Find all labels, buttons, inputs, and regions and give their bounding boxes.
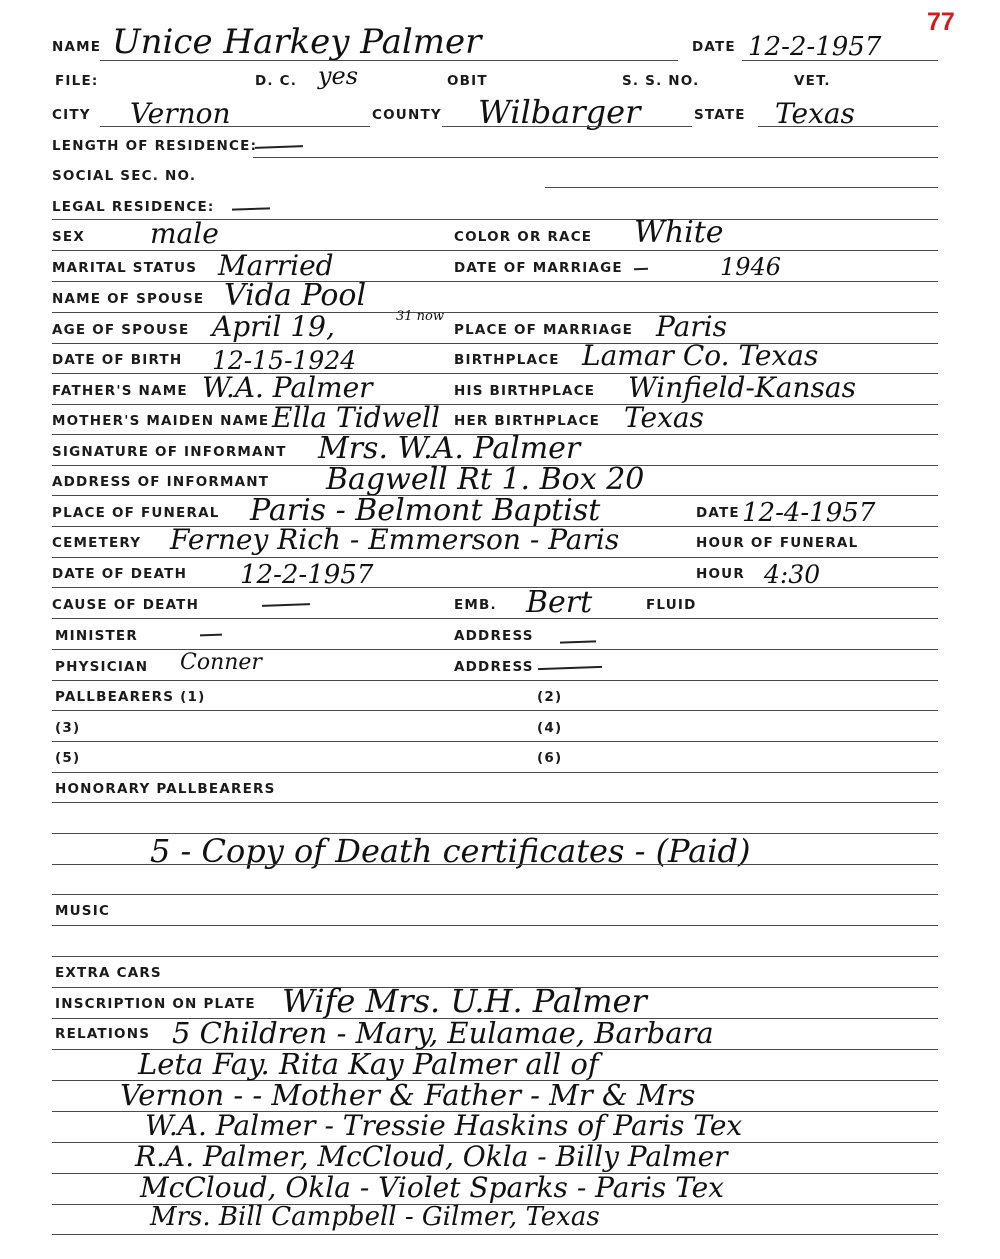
minister-address-label: ADDRESS bbox=[454, 628, 534, 644]
hour-label: HOUR bbox=[696, 566, 745, 582]
mother-label: MOTHER'S MAIDEN NAME bbox=[52, 413, 270, 429]
relations-text-1: 5 Children - Mary, Eulamae, Barbara bbox=[172, 1016, 714, 1050]
inscription-label: INSCRIPTION ON PLATE bbox=[55, 996, 256, 1012]
fluid-label: FLUID bbox=[646, 597, 697, 613]
relations-text-3: Vernon - - Mother & Father - Mr & Mrs bbox=[120, 1078, 696, 1112]
date-value: 12-2-1957 bbox=[748, 32, 882, 62]
name-value: Unice Harkey Palmer bbox=[112, 22, 482, 62]
pallbearer-4-label: (4) bbox=[537, 720, 563, 736]
ssno-label: S. S. NO. bbox=[622, 73, 700, 89]
obit-label: OBIT bbox=[447, 73, 488, 89]
inscription-value: Wife Mrs. U.H. Palmer bbox=[282, 982, 647, 1020]
sig-informant-label: SIGNATURE OF INFORMANT bbox=[52, 444, 287, 460]
spouse-label: NAME OF SPOUSE bbox=[52, 291, 205, 307]
pallbearers-label: PALLBEARERS (1) bbox=[55, 689, 206, 705]
marriage-date-label: DATE OF MARRIAGE bbox=[454, 260, 623, 276]
city-label: CITY bbox=[52, 107, 91, 123]
music-label: MUSIC bbox=[55, 903, 111, 919]
marital-line bbox=[52, 281, 938, 282]
social-label: SOCIAL SEC. NO. bbox=[52, 168, 197, 184]
dob-label: DATE OF BIRTH bbox=[52, 352, 183, 368]
dod-label: DATE OF DEATH bbox=[52, 566, 188, 582]
emb-value: Bert bbox=[526, 585, 593, 620]
funeral-date-value: 12-4-1957 bbox=[742, 498, 876, 528]
emb-label: EMB. bbox=[454, 597, 497, 613]
county-value: Wilbarger bbox=[478, 93, 641, 131]
physician-line bbox=[52, 680, 938, 681]
pallbearer-6-label: (6) bbox=[537, 750, 563, 766]
age-spouse-note: 31 now bbox=[396, 309, 445, 324]
marital-label: MARITAL STATUS bbox=[52, 260, 198, 276]
birthplace-value: Lamar Co. Texas bbox=[582, 339, 819, 372]
relations-text-5: R.A. Palmer, McCloud, Okla - Billy Palmer bbox=[135, 1140, 728, 1173]
father-value: W.A. Palmer bbox=[202, 371, 373, 404]
dod-line bbox=[52, 587, 938, 588]
legal-dash bbox=[232, 207, 270, 210]
dob-value: 12-15-1924 bbox=[212, 346, 357, 375]
relations-text-6: McCloud, Okla - Violet Sparks - Paris Tex bbox=[140, 1171, 724, 1204]
length-dash bbox=[255, 145, 303, 149]
mother-value: Ella Tidwell bbox=[272, 401, 440, 434]
date-label: DATE bbox=[692, 39, 736, 55]
social-line bbox=[545, 187, 938, 188]
relations-text-2: Leta Fay. Rita Kay Palmer all of bbox=[138, 1047, 599, 1081]
file-label: FILE: bbox=[55, 73, 99, 89]
father-label: FATHER'S NAME bbox=[52, 383, 188, 399]
funeral-date-label: DATE bbox=[696, 505, 740, 521]
his-birthplace-label: HIS BIRTHPLACE bbox=[454, 383, 596, 399]
date-line bbox=[742, 60, 938, 61]
music-line-3 bbox=[52, 956, 938, 957]
dod-value: 12-2-1957 bbox=[240, 560, 374, 590]
pallbearers-line-3 bbox=[52, 772, 938, 773]
relations-line-7 bbox=[52, 1234, 938, 1235]
cause-line bbox=[52, 618, 938, 619]
honorary-line-1 bbox=[52, 802, 938, 803]
physician-address-dash bbox=[538, 666, 602, 670]
vet-label: VET. bbox=[794, 73, 831, 89]
cemetery-value: Ferney Rich - Emmerson - Paris bbox=[170, 523, 620, 556]
name-line bbox=[100, 60, 678, 61]
pallbearer-3-label: (3) bbox=[55, 720, 81, 736]
her-birthplace-label: HER BIRTHPLACE bbox=[454, 413, 601, 429]
honorary-note: 5 - Copy of Death certificates - (Paid) bbox=[150, 832, 751, 870]
cemetery-line bbox=[52, 557, 938, 558]
dc-value: yes bbox=[318, 62, 359, 90]
father-line bbox=[52, 404, 938, 405]
hour-value: 4:30 bbox=[764, 560, 821, 589]
marriage-date-value: 1946 bbox=[720, 253, 782, 281]
city-value: Vernon bbox=[130, 97, 231, 130]
pallbearers-line-2 bbox=[52, 741, 938, 742]
minister-dash bbox=[200, 634, 222, 637]
city-line bbox=[100, 126, 370, 127]
birthplace-label: BIRTHPLACE bbox=[454, 352, 560, 368]
minister-label: MINISTER bbox=[55, 628, 138, 644]
relations-label: RELATIONS bbox=[55, 1026, 151, 1042]
honorary-line-3 bbox=[52, 864, 938, 865]
relations-text-7: Mrs. Bill Campbell - Gilmer, Texas bbox=[150, 1202, 600, 1232]
marital-value: Married bbox=[218, 249, 334, 282]
spouse-value: Vida Pool bbox=[224, 278, 367, 313]
state-line bbox=[758, 126, 938, 127]
dc-label: D. C. bbox=[255, 73, 298, 89]
music-line-2 bbox=[52, 925, 938, 926]
county-label: COUNTY bbox=[372, 107, 442, 123]
addr-informant-label: ADDRESS OF INFORMANT bbox=[52, 474, 270, 490]
county-line bbox=[442, 126, 692, 127]
pallbearer-2-label: (2) bbox=[537, 689, 563, 705]
her-birthplace-value: Texas bbox=[624, 401, 704, 434]
hour-funeral-label: HOUR OF FUNERAL bbox=[696, 535, 859, 551]
minister-address-dash bbox=[560, 640, 596, 643]
physician-address-label: ADDRESS bbox=[454, 659, 534, 675]
spouse-line bbox=[52, 312, 938, 313]
marriage-date-dash bbox=[634, 268, 648, 270]
sex-value: male bbox=[150, 217, 219, 250]
age-spouse-value: April 19, bbox=[212, 310, 335, 343]
color-value: White bbox=[634, 215, 724, 250]
state-label: STATE bbox=[694, 107, 746, 123]
place-marriage-value: Paris bbox=[656, 310, 727, 343]
cemetery-label: CEMETERY bbox=[52, 535, 142, 551]
relations-text-4: W.A. Palmer - Tressie Haskins of Paris Tex bbox=[145, 1109, 743, 1142]
sex-line bbox=[52, 250, 938, 251]
cause-label: CAUSE OF DEATH bbox=[52, 597, 200, 613]
sex-label: SEX bbox=[52, 229, 85, 245]
age-spouse-label: AGE OF SPOUSE bbox=[52, 322, 190, 338]
state-value: Texas bbox=[775, 97, 855, 130]
his-birthplace-value: Winfield-Kansas bbox=[628, 371, 856, 404]
place-funeral-label: PLACE OF FUNERAL bbox=[52, 505, 220, 521]
name-label: NAME bbox=[52, 39, 102, 55]
place-funeral-value: Paris - Belmont Baptist bbox=[250, 493, 601, 528]
color-label: COLOR OR RACE bbox=[454, 229, 593, 245]
cause-dash bbox=[262, 603, 310, 607]
physician-label: PHYSICIAN bbox=[55, 659, 149, 675]
place-marriage-label: PLACE OF MARRIAGE bbox=[454, 322, 634, 338]
sig-informant-value: Mrs. W.A. Palmer bbox=[318, 431, 581, 466]
physician-value: Conner bbox=[180, 650, 262, 675]
music-line-1 bbox=[52, 894, 938, 895]
legal-label: LEGAL RESIDENCE: bbox=[52, 199, 215, 215]
page-number: 77 bbox=[927, 8, 955, 36]
pallbearer-5-label: (5) bbox=[55, 750, 81, 766]
pallbearers-line-1 bbox=[52, 710, 938, 711]
extra-cars-label: EXTRA CARS bbox=[55, 965, 162, 981]
addr-informant-value: Bagwell Rt 1. Box 20 bbox=[326, 462, 645, 497]
honorary-label: HONORARY PALLBEARERS bbox=[55, 781, 276, 797]
length-line bbox=[253, 157, 938, 158]
length-label: LENGTH OF RESIDENCE: bbox=[52, 138, 258, 154]
